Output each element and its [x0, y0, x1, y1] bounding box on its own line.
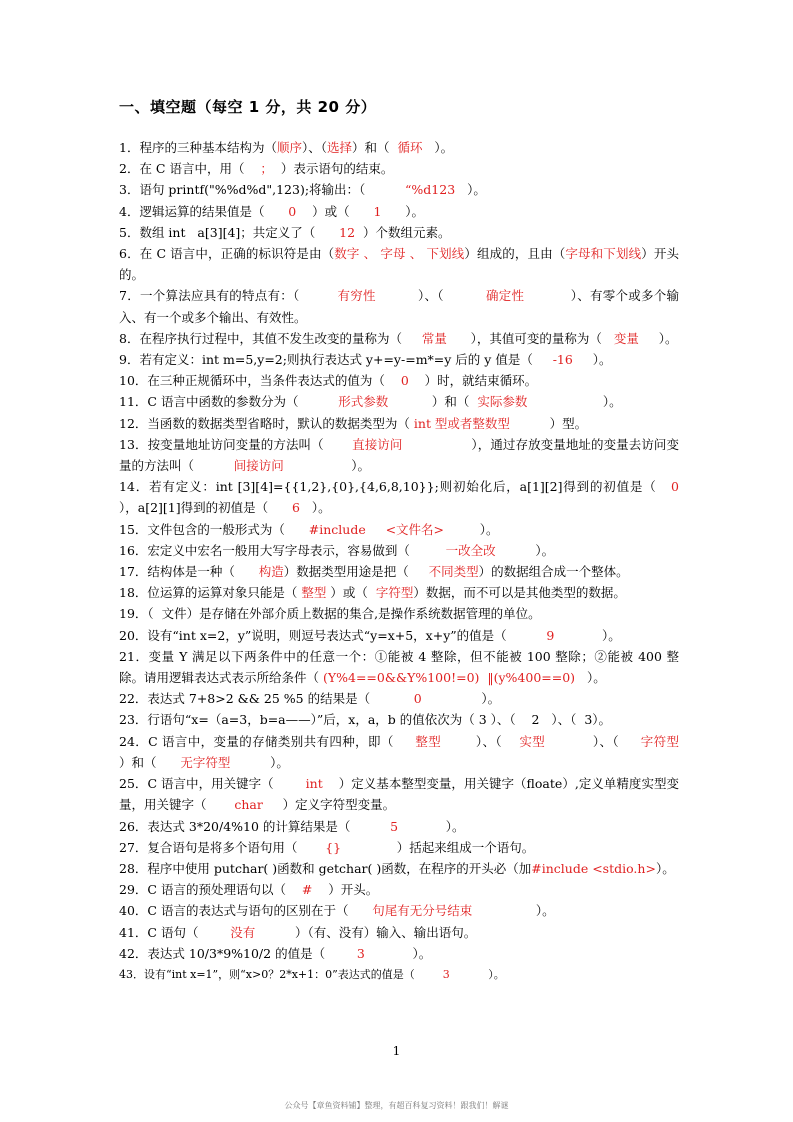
question-item [119, 625, 679, 646]
question-item [119, 582, 679, 603]
question-text: ）。 [472, 903, 555, 919]
question-text: 12．当函数的数据类型省略时，默认的数据类型为（ [119, 415, 414, 431]
question-text: ）和（ [388, 394, 478, 410]
page-number: 1 [392, 1044, 401, 1058]
question-text: ）、（ [545, 733, 641, 749]
question-text: ）时，就结束循环。 [408, 373, 538, 389]
question-text: 41．C 语句（ [119, 924, 231, 940]
question-text: ）。 [299, 500, 331, 516]
question-text: ）（有、没有）输入、输出语句。 [255, 924, 477, 940]
question-item [119, 391, 679, 412]
question-item [119, 519, 679, 540]
question-item [119, 603, 679, 624]
answer-text: 字符型 [375, 585, 414, 601]
question-text: ），a[2][1]得到的初值是（ [119, 479, 699, 516]
answer-text: 整型 [301, 585, 327, 601]
question-item [119, 773, 679, 815]
question-item [119, 201, 679, 222]
question-text: 25．C 语言中，用关键字（ [119, 776, 306, 792]
question-item [119, 285, 679, 327]
answer-text: 顺序 [276, 140, 302, 155]
question-text: ），通过存放变量地址的变量去访问变量的方法叫（ [119, 436, 679, 474]
question-text: ）型。 [509, 415, 588, 431]
question-text: 43．设有“int x=1”，则“x>0？2*x+1：0”表达式的值是（ [119, 967, 443, 981]
question-text: ）数据，而不可以是其他类型的数据。 [413, 585, 626, 601]
question-text: ）定义字符型变量。 [262, 797, 396, 813]
answer-text: 确定性 [486, 288, 525, 304]
question-text: ）表示语句的结束。 [272, 161, 394, 177]
answer-text: 选择 [327, 140, 353, 155]
answer-text: “%d123 [405, 182, 456, 198]
answer-text: 形式参数 [338, 394, 389, 410]
answer-text: 句尾有无分号结束 [372, 903, 473, 919]
question-text: 23．行语句“x=（a=3，b=a——）”后，x，a，b 的值依次为（ 3 ）、（ 2 ）、（ 3）。 [119, 712, 612, 728]
question-text: 11．C 语言中函数的参数分为（ [119, 394, 339, 410]
question-text: ）开头。 [312, 882, 379, 898]
question-text: ），其值可变的量称为（ [446, 330, 614, 346]
answer-text: # [301, 882, 313, 898]
answer-text: char [234, 797, 263, 813]
answer-text: 1 [373, 203, 382, 219]
question-item [119, 349, 679, 370]
question-text: 26．表达式 3*20/4%10 的计算结果是（ [119, 818, 391, 834]
question-text: 8．在程序执行过程中，其值不发生改变的量称为（ [119, 330, 422, 346]
question-item [119, 922, 679, 943]
answer-text: 一改全改 [445, 542, 496, 558]
answer-text: 实型 [519, 733, 546, 749]
question-text: ）。 [398, 818, 465, 834]
answer-text: (Y%4==0&&Y%100!=0) ‖(y%400==0) [322, 670, 576, 686]
question-text: ）。 [655, 860, 675, 876]
question-text: ）。 [364, 945, 432, 961]
answer-text: 直接访问 [352, 436, 403, 452]
question-text: 22．表达式 7+8>2 && 25 %5 的结果是（ [119, 691, 414, 707]
answer-text: int [305, 776, 323, 792]
question-text: ）。 [449, 967, 505, 981]
question-text: 7．一个算法应具有的特点有：（ [119, 288, 338, 304]
answer-text: -16 [552, 352, 573, 368]
question-text: ）。 [638, 330, 678, 346]
question-item [119, 328, 679, 349]
question-text: 21．变量 Y 满足以下两条件中的任意一个：①能被 4 整除，但不能被 100 整除；②能被 400 整除。请用逻辑表达式表示所给条件（ [119, 648, 679, 686]
question-item [119, 179, 679, 200]
question-text: ）、（ [441, 733, 520, 749]
answer-text: 间接访问 [233, 458, 284, 474]
answer-text: 0 [413, 691, 422, 707]
answer-text: 有穷性 [337, 288, 376, 304]
question-text: 5．数组 int a[3][4]；共定义了（ [119, 224, 340, 240]
question-text: ）。 [444, 521, 499, 537]
question-text: 3．语句 printf("%%d%d",123);将输出：（ [119, 182, 406, 198]
question-item [119, 858, 679, 879]
question-text: 6．在 C 语言中，正确的标识符是由（ [119, 246, 335, 262]
question-text: 13．按变量地址访问变量的方法叫（ [119, 436, 353, 452]
question-text: ）。 [283, 458, 371, 474]
question-item [119, 646, 679, 688]
question-text: 19．（ 文件）是存储在外部介质上数据的集合,是操作系统数据管理的单位。 [119, 606, 541, 622]
question-text: ）。 [572, 352, 612, 368]
answer-text: 9 [546, 627, 555, 643]
question-text: ）。 [421, 691, 501, 707]
answer-text: 12 [339, 224, 356, 240]
answer-text: 整型 [415, 733, 442, 749]
question-text: 2．在 C 语言中，用（ [119, 161, 261, 177]
footer-watermark: 公众号【章鱼资料铺】整理，有超百科复习资料！跟我们！解谜 [284, 1101, 509, 1110]
answer-text: 常量 [421, 330, 447, 346]
answer-text: 0 [671, 479, 679, 495]
question-item [119, 709, 679, 730]
question-text: 24．C 语言中，变量的存储类别共有四种，即（ [119, 733, 416, 749]
question-text: ）。 [422, 140, 454, 155]
answer-text: 字符型 [640, 733, 679, 749]
question-text: 40．C 语言的表达式与语句的区别在于（ [119, 903, 373, 919]
question-text: ）。 [455, 182, 486, 198]
answer-text: int 型或者整数型 [413, 415, 510, 431]
question-text: ）或（ [326, 585, 376, 601]
question-list [119, 137, 703, 985]
question-item [119, 476, 699, 518]
answer-text: 数字 、 字母 、 下划线 [334, 246, 465, 262]
question-text: 4．逻辑运算的结果值是（ [119, 203, 289, 219]
question-text: 9．若有定义：int m=5,y=2;则执行表达式 y+=y-=m*=y 后的 y 值是（ [119, 352, 553, 368]
question-text: ）和（ [119, 733, 703, 770]
answer-text: {} [325, 839, 342, 855]
question-item [119, 879, 679, 900]
question-item [119, 137, 679, 158]
section-title: 一、填空题（每空 1 分，共 20 分） [119, 98, 377, 116]
question-text: 27．复合语句是将多个语句用（ [119, 839, 326, 855]
question-text: ）、有零个或多个输入、有一个或多个输出、有效性。 [119, 288, 680, 325]
question-item [119, 688, 679, 709]
question-text: ）个数组元素。 [355, 224, 451, 240]
question-item [119, 837, 679, 858]
answer-text: 循环 [397, 140, 423, 155]
answer-text: 字母和下划线 [565, 246, 642, 262]
answer-text: 6 [291, 500, 300, 516]
question-item [119, 222, 679, 243]
answer-text: #include <stdio.h> [531, 860, 656, 876]
question-item [119, 561, 679, 582]
question-item [119, 158, 679, 179]
answer-text: 0 [400, 373, 409, 389]
question-text: 10．在三种正规循环中，当条件表达式的值为（ [119, 373, 401, 389]
question-item [119, 434, 679, 476]
question-text: 28．程序中使用 putchar( )函数和 getchar( )函数，在程序的开头必（加 [119, 860, 532, 876]
question-text: ）、（ [375, 288, 487, 304]
question-text: ）开头的。 [119, 246, 679, 283]
question-text: ）括起来组成一个语句。 [341, 839, 535, 855]
question-text: 18．位运算的运算对象只能是（ [119, 585, 302, 601]
question-item [119, 816, 679, 837]
answer-text: 实际参数 [477, 394, 528, 410]
question-text: ）数据类型用途是把（ [283, 564, 429, 580]
question-text: 42．表达式 10/3*9%10/2 的值是（ [119, 945, 357, 961]
answer-text: #include <文件名> [308, 521, 445, 537]
question-item [119, 964, 679, 985]
answer-text: 5 [390, 818, 399, 834]
question-text: 14．若有定义：int [3][4]={{1,2},{0},{4,6,8,10}};则初始化后，a[1][2]得到的初值是（ [119, 479, 672, 495]
answer-text: 没有 [230, 924, 256, 940]
question-item [119, 540, 679, 561]
question-item [119, 413, 679, 434]
question-text: ）、（ [301, 140, 327, 155]
question-item [119, 370, 679, 391]
question-text: ）。 [381, 203, 425, 219]
question-text: ）。 [495, 542, 555, 558]
answer-text: 变量 [613, 330, 639, 346]
question-text: ）和（ [352, 140, 398, 155]
question-text: ）的数据组合成一个整体。 [478, 564, 629, 580]
question-text: 16．宏定义中宏名一般用大写字母表示，容易做到（ [119, 542, 446, 558]
question-text: ）或（ [296, 203, 374, 219]
answer-text: 3 [442, 967, 450, 981]
question-item [119, 943, 679, 964]
question-item [119, 900, 679, 921]
question-text: ）。 [230, 754, 289, 770]
question-text: 29．C 语言的预处理语句以（ [119, 882, 302, 898]
question-text: ）。 [527, 394, 622, 410]
question-text: ）定义基本整型变量，用关键字（floate）,定义单精度实型变量，用关键字（ [119, 776, 679, 813]
answer-text: 0 [288, 203, 297, 219]
question-item [119, 243, 679, 285]
question-text: 20．设有“int x=2，y”说明，则逗号表达式“y=x+5，x+y”的值是（ [119, 627, 547, 643]
question-text: ）。 [575, 670, 606, 686]
question-text: 17．结构体是一种（ [119, 564, 259, 580]
answer-text: 不同类型 [428, 564, 479, 580]
question-text: 1．程序的三种基本结构为（ [119, 140, 277, 155]
question-text: ）。 [554, 627, 621, 643]
answer-text: ； [260, 161, 273, 177]
question-text: ）组成的，且由（ [464, 246, 566, 262]
answer-text: 无字符型 [180, 754, 231, 770]
question-item [119, 731, 703, 773]
answer-text: 构造 [258, 564, 284, 580]
answer-text: 3 [356, 945, 365, 961]
question-text: 15．文件包含的一般形式为（ [119, 521, 309, 537]
